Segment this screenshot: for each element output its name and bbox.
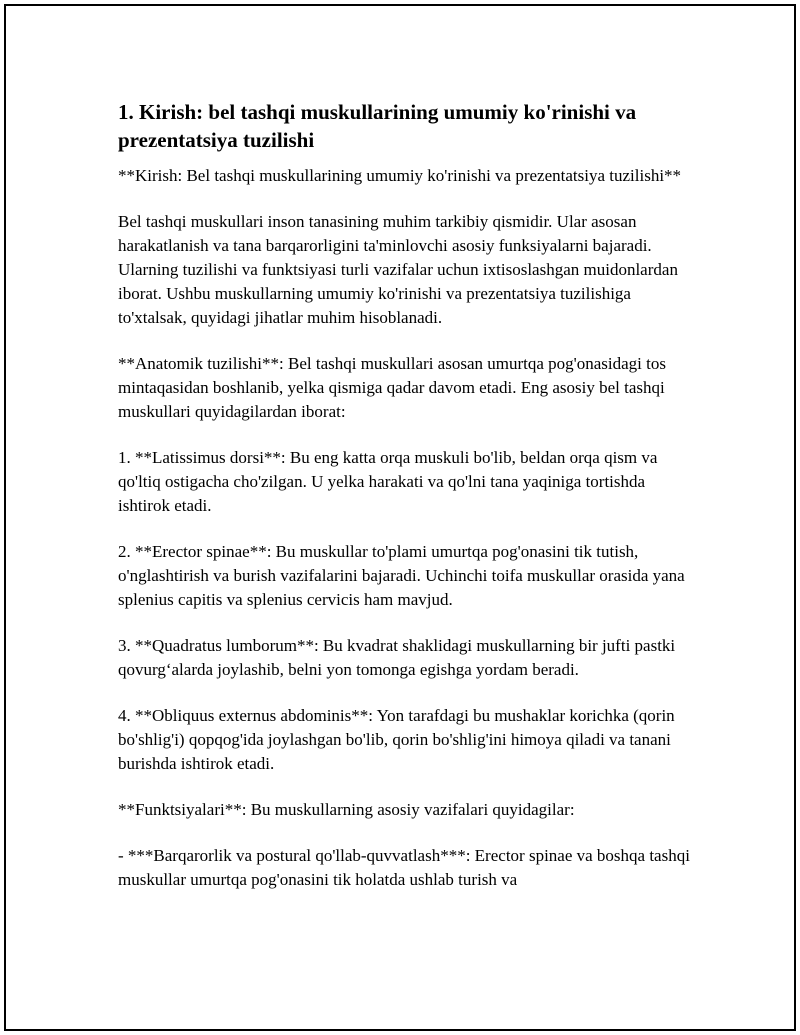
document-title: 1. Kirish: bel tashqi muskullarining umumiy ko'rinishi va prezentatsiya tuzilishi	[118, 100, 637, 152]
functions-paragraph: **Funktsiyalari**: Bu muskullarning asosiy vazifalari quyidagilar:	[118, 800, 575, 819]
page-frame	[4, 4, 796, 1031]
intro-paragraph: Bel tashqi muskullari inson tanasining muhim tarkibiy qismidir. Ular asosan harakatlanish va tana barqarorligini ta'minlovchi asosiy funksiyalarni bajaradi. Ularning tuzilishi va funktsiyasi turli vazifalar uchun ixtisoslashgan muidonlardan iborat. Ushbu muskullarning umumiy ko'rinishi va prezentatsiya tuzilishiga to'xtalsak, quyidagi jihatlar muhim hisoblanadi.	[118, 212, 678, 327]
document-body	[118, 98, 698, 914]
list-item-erector: 2. **Erector spinae**: Bu muskullar to'plami umurtqa pog'onasini tik tutish, o'nglashtirish va burish vazifalarini bajaradi. Uchinchi toifa muskullar orasida yana splenius capitis va splenius cervicis ham mavjud.	[118, 542, 685, 609]
anatomy-paragraph: **Anatomik tuzilishi**: Bel tashqi muskullari asosan umurtqa pog'onasidagi tos mintaqasidan boshlanib, yelka qismiga qadar davom etadi. Eng asosiy bel tashqi muskullari quyidagilardan iborat:	[118, 354, 666, 421]
intro-heading: **Kirish: Bel tashqi muskullarining umumiy ko'rinishi va prezentatsiya tuzilishi**	[118, 166, 682, 185]
bullet-stability: - ***Barqarorlik va postural qo'llab-quvvatlash***: Erector spinae va boshqa tashqi muskullar umurtqa pog'onasini tik holatda ushlab turish va	[118, 846, 690, 889]
list-item-quadratus: 3. **Quadratus lumborum**: Bu kvadrat shaklidagi muskullarning bir jufti pastki qovurg‘alarda joylashib, belni yon tomonga egishga yordam beradi.	[118, 636, 676, 679]
list-item-latissimus: 1. **Latissimus dorsi**: Bu eng katta orqa muskuli bo'lib, beldan orqa qism va qo'ltiq ostigacha cho'zilgan. U yelka harakati va qo'lni tana yaqiniga tortishda ishtirok etadi.	[118, 448, 658, 515]
list-item-obliquus: 4. **Obliquus externus abdominis**: Yon tarafdagi bu mushaklar korichka (qorin bo'shlig'i) qopqog'ida joylashgan bo'lib, qorin bo'shlig'ini himoya qiladi va tanani burishda ishtirok etadi.	[118, 706, 675, 773]
